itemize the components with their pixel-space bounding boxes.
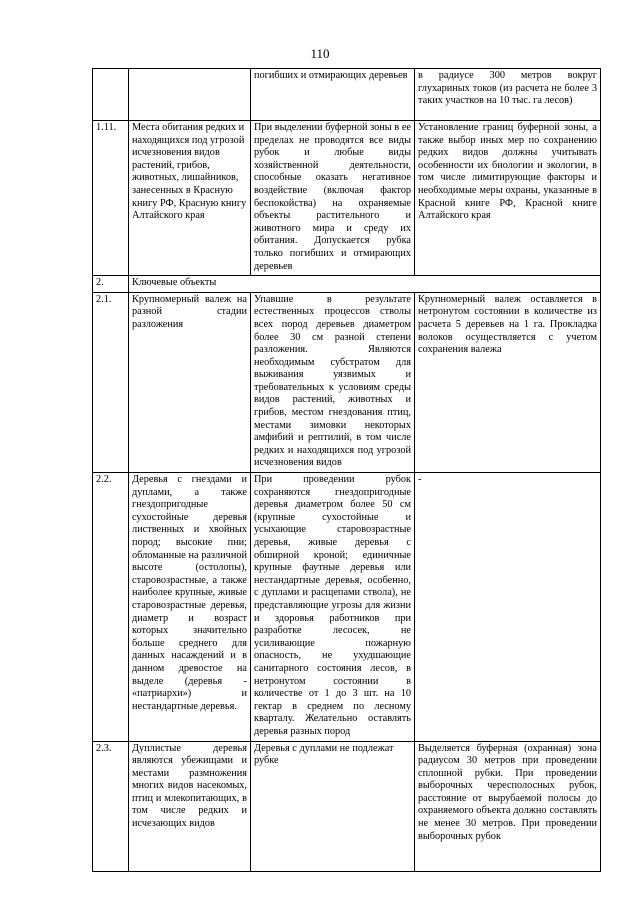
section-row bbox=[93, 276, 601, 293]
table-row bbox=[93, 121, 601, 276]
row-number: 2.2. bbox=[93, 473, 129, 741]
object-cell: Деревья с гнездами и дуплами, а также гнездопригодные сухостойные деревья лиственных и хвойных пород; высокие пни; обломанные на различной высоте (остолопы), старовозрастные, а также наиболее крупные, живые старовозрастные деревья, диаметр и возраст которых значительно больше среднего для данных насаждений и в данном древостое на выделе (деревья - «патриархи») и нестандартные деревья. bbox=[129, 473, 251, 741]
measures-cell: Выделяется буферная (охранная) зона радиусом 30 метров при проведении сплошной рубки. При проведении выборочных чересполосных рубок, расстояние от вырубаемой полосы до охраняемого объекта должно составлять не менее 30 метров. При проведении выборочных рубок bbox=[415, 741, 601, 871]
table-row bbox=[93, 292, 601, 472]
measures-cell: - bbox=[415, 473, 601, 741]
object-cell: Крупномерный валеж на разной стадии разложения bbox=[129, 292, 251, 472]
object-cell: Места обитания редких и находящихся под угрозой исчезновения видов растений, грибов, животных, лишайников, занесенных в Красную книгу РФ, Красную книгу Алтайского края bbox=[129, 121, 251, 276]
object-cell: Дуплистые деревья являются убежищами и местами размножения многих видов насекомых, птиц и млекопитающих, в том числе редких и исчезающих видов bbox=[129, 741, 251, 871]
restrictions-cell: погибших и отмирающих деревьев bbox=[251, 69, 415, 121]
object-cell bbox=[129, 69, 251, 121]
restrictions-cell: При проведении рубок сохраняются гнездопригодные деревья диаметром более 50 см (крупные сухостойные и усыхающие старовозрастные деревья, живые деревья с обширной кроной; единичные крупные фаутные деревья или нестандартные деревья, особенно, с дуплами и расщепами ствола), не представляющие угрозы для жизни и здоровья работников при разработке лесосек, не усиливающие пожарную опасность, не ухудшающие санитарного состояния лесов, в нетронутом состоянии в количестве от 1 до 3 шт. на 10 гектар в среднем по лесному кварталу. Желательно оставлять деревья разных пород bbox=[251, 473, 415, 741]
restrictions-cell: Упавшие в результате естественных процессов стволы всех пород деревьев диаметром более 30 см разной степени разложения. Являются необходимым субстратом для выживания уязвимых и требовательных к условиям среды видов растений, животных и грибов, местом гнездования птиц, местами зимовки некоторых амфибий и рептилий, в том числе редких и находящихся под угрозой исчезновения видов bbox=[251, 292, 415, 472]
row-number: 1.11. bbox=[93, 121, 129, 276]
row-number: 2.1. bbox=[93, 292, 129, 472]
section-title: Ключевые объекты bbox=[129, 276, 601, 293]
measures-cell: Крупномерный валеж оставляется в нетронутом состоянии в количестве из расчета 5 деревьев на 1 га. Прокладка волоков осуществляется с учетом сохранения валежа bbox=[415, 292, 601, 472]
protection-measures-table bbox=[92, 68, 601, 872]
measures-cell: в радиусе 300 метров вокруг глухариных токов (из расчета не более 3 таких участков на 10 тыс. га лесов) bbox=[415, 69, 601, 121]
measures-cell: Установление границ буферной зоны, а также выбор иных мер по сохранению редких видов должны учитывать особенности их биологии и экологии, в том числе лимитирующие факторы и необходимые меры охраны, указанные в Красной книге РФ, Красной книге Алтайского края bbox=[415, 121, 601, 276]
restrictions-cell: При выделении буферной зоны в ее пределах не проводятся все виды рубок и любые виды хозяйственной деятельности, способные оказать негативное воздействие (включая фактор беспокойства) на охраняемые объекты растительного и животного мира и среду их обитания. Допускается рубка только погибших и отмирающих деревьев bbox=[251, 121, 415, 276]
restrictions-cell: Деревья с дуплами не подлежат рубке bbox=[251, 741, 415, 871]
page-number: 110 bbox=[310, 46, 330, 61]
table-row bbox=[93, 741, 601, 871]
row-number bbox=[93, 69, 129, 121]
table-row bbox=[93, 473, 601, 741]
row-number: 2.3. bbox=[93, 741, 129, 871]
table-row bbox=[93, 69, 601, 121]
section-number: 2. bbox=[93, 276, 129, 293]
